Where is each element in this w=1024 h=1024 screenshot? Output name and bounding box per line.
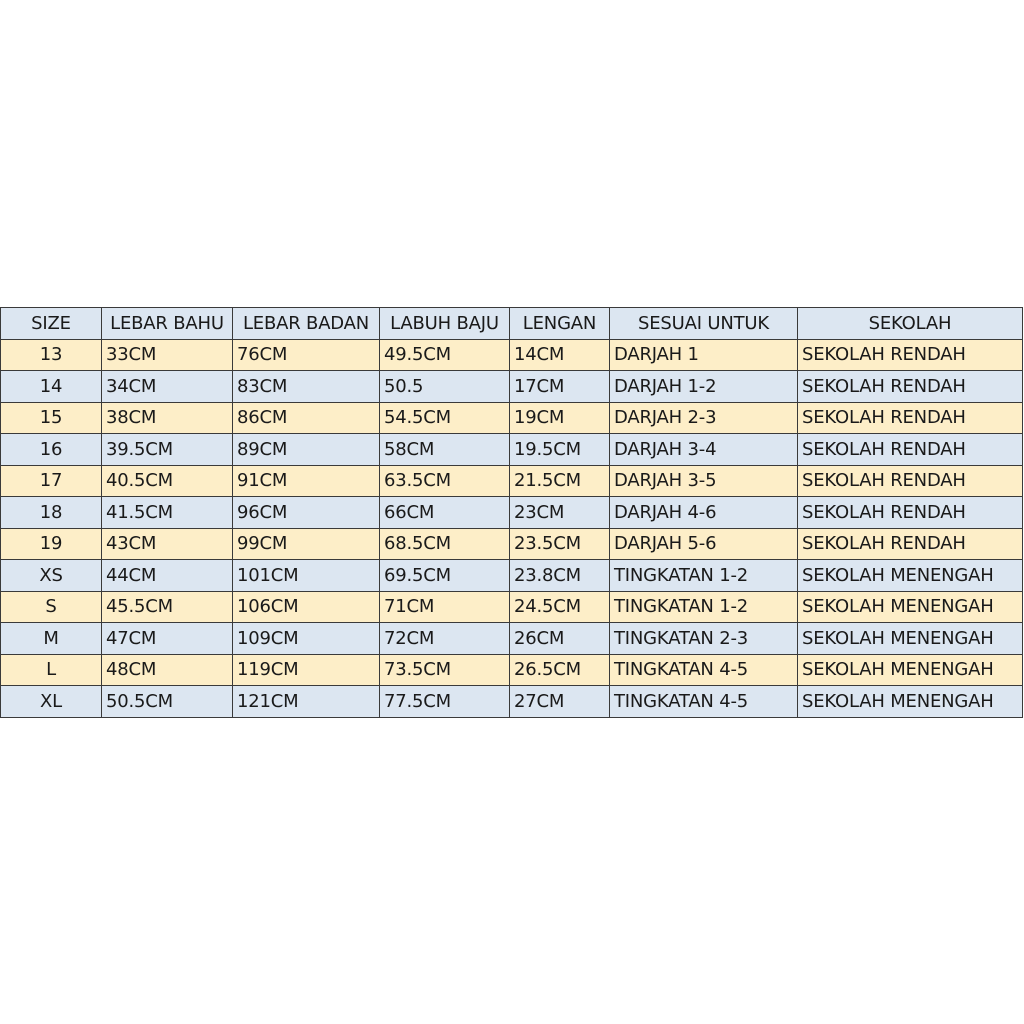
cell-sekolah: SEKOLAH RENDAH	[798, 371, 1023, 403]
cell-lebar-badan: 86CM	[233, 402, 380, 434]
cell-sekolah: SEKOLAH RENDAH	[798, 497, 1023, 529]
cell-size: M	[1, 623, 102, 655]
table-row	[1, 591, 1023, 623]
cell-lengan: 23.8CM	[510, 560, 610, 592]
cell-lebar-badan: 89CM	[233, 434, 380, 466]
cell-size: 18	[1, 497, 102, 529]
cell-sekolah: SEKOLAH MENENGAH	[798, 623, 1023, 655]
cell-sekolah: SEKOLAH RENDAH	[798, 434, 1023, 466]
cell-lebar-bahu: 47CM	[102, 623, 233, 655]
cell-size: XS	[1, 560, 102, 592]
table-row	[1, 686, 1023, 718]
cell-lebar-badan: 83CM	[233, 371, 380, 403]
cell-labuh-baju: 54.5CM	[380, 402, 510, 434]
cell-lebar-bahu: 50.5CM	[102, 686, 233, 718]
cell-labuh-baju: 69.5CM	[380, 560, 510, 592]
cell-sekolah: SEKOLAH RENDAH	[798, 339, 1023, 371]
cell-sekolah: SEKOLAH MENENGAH	[798, 686, 1023, 718]
table-row	[1, 623, 1023, 655]
header-sesuai-untuk: SESUAI UNTUK	[610, 308, 798, 340]
cell-lengan: 26.5CM	[510, 654, 610, 686]
cell-labuh-baju: 73.5CM	[380, 654, 510, 686]
cell-labuh-baju: 71CM	[380, 591, 510, 623]
cell-size: 13	[1, 339, 102, 371]
table-header-row	[1, 308, 1023, 340]
cell-labuh-baju: 58CM	[380, 434, 510, 466]
cell-sesuai-untuk: DARJAH 4-6	[610, 497, 798, 529]
table-row	[1, 339, 1023, 371]
cell-size: 16	[1, 434, 102, 466]
header-size: SIZE	[1, 308, 102, 340]
cell-lebar-badan: 121CM	[233, 686, 380, 718]
cell-labuh-baju: 50.5	[380, 371, 510, 403]
cell-lebar-badan: 101CM	[233, 560, 380, 592]
table-row	[1, 497, 1023, 529]
cell-size: 14	[1, 371, 102, 403]
cell-lengan: 26CM	[510, 623, 610, 655]
cell-lebar-bahu: 39.5CM	[102, 434, 233, 466]
cell-size: S	[1, 591, 102, 623]
table-row	[1, 465, 1023, 497]
header-lengan: LENGAN	[510, 308, 610, 340]
table-row	[1, 402, 1023, 434]
cell-lebar-badan: 106CM	[233, 591, 380, 623]
cell-lebar-bahu: 44CM	[102, 560, 233, 592]
header-lebar-badan: LEBAR BADAN	[233, 308, 380, 340]
cell-lebar-badan: 99CM	[233, 528, 380, 560]
header-sekolah: SEKOLAH	[798, 308, 1023, 340]
header-lebar-bahu: LEBAR BAHU	[102, 308, 233, 340]
cell-lebar-badan: 119CM	[233, 654, 380, 686]
cell-lengan: 23.5CM	[510, 528, 610, 560]
cell-lebar-badan: 109CM	[233, 623, 380, 655]
cell-lebar-bahu: 45.5CM	[102, 591, 233, 623]
cell-lebar-bahu: 40.5CM	[102, 465, 233, 497]
cell-labuh-baju: 49.5CM	[380, 339, 510, 371]
cell-sesuai-untuk: DARJAH 3-5	[610, 465, 798, 497]
cell-sesuai-untuk: DARJAH 1	[610, 339, 798, 371]
cell-labuh-baju: 66CM	[380, 497, 510, 529]
cell-sesuai-untuk: DARJAH 5-6	[610, 528, 798, 560]
cell-sesuai-untuk: DARJAH 3-4	[610, 434, 798, 466]
cell-sekolah: SEKOLAH RENDAH	[798, 528, 1023, 560]
cell-lengan: 17CM	[510, 371, 610, 403]
cell-labuh-baju: 72CM	[380, 623, 510, 655]
table-row	[1, 528, 1023, 560]
cell-lengan: 19.5CM	[510, 434, 610, 466]
cell-lengan: 27CM	[510, 686, 610, 718]
cell-lebar-bahu: 48CM	[102, 654, 233, 686]
cell-sekolah: SEKOLAH MENENGAH	[798, 591, 1023, 623]
cell-lengan: 19CM	[510, 402, 610, 434]
cell-lebar-bahu: 34CM	[102, 371, 233, 403]
cell-sekolah: SEKOLAH MENENGAH	[798, 654, 1023, 686]
cell-size: 19	[1, 528, 102, 560]
cell-lengan: 14CM	[510, 339, 610, 371]
cell-lebar-bahu: 38CM	[102, 402, 233, 434]
cell-sekolah: SEKOLAH RENDAH	[798, 465, 1023, 497]
cell-lengan: 24.5CM	[510, 591, 610, 623]
table-row	[1, 560, 1023, 592]
cell-lebar-bahu: 33CM	[102, 339, 233, 371]
cell-sekolah: SEKOLAH MENENGAH	[798, 560, 1023, 592]
cell-labuh-baju: 63.5CM	[380, 465, 510, 497]
cell-lengan: 21.5CM	[510, 465, 610, 497]
cell-sesuai-untuk: TINGKATAN 2-3	[610, 623, 798, 655]
cell-sesuai-untuk: TINGKATAN 1-2	[610, 591, 798, 623]
cell-lebar-badan: 96CM	[233, 497, 380, 529]
table-row	[1, 371, 1023, 403]
cell-labuh-baju: 77.5CM	[380, 686, 510, 718]
header-labuh-baju: LABUH BAJU	[380, 308, 510, 340]
table-body	[1, 339, 1023, 717]
cell-size: XL	[1, 686, 102, 718]
cell-sekolah: SEKOLAH RENDAH	[798, 402, 1023, 434]
cell-sesuai-untuk: TINGKATAN 4-5	[610, 686, 798, 718]
table-row	[1, 654, 1023, 686]
table-row	[1, 434, 1023, 466]
cell-lebar-badan: 76CM	[233, 339, 380, 371]
cell-sesuai-untuk: TINGKATAN 4-5	[610, 654, 798, 686]
cell-size: 15	[1, 402, 102, 434]
size-chart-table	[0, 307, 1023, 718]
cell-lengan: 23CM	[510, 497, 610, 529]
cell-sesuai-untuk: DARJAH 1-2	[610, 371, 798, 403]
cell-lebar-badan: 91CM	[233, 465, 380, 497]
cell-labuh-baju: 68.5CM	[380, 528, 510, 560]
cell-size: 17	[1, 465, 102, 497]
cell-sesuai-untuk: DARJAH 2-3	[610, 402, 798, 434]
cell-sesuai-untuk: TINGKATAN 1-2	[610, 560, 798, 592]
cell-lebar-bahu: 43CM	[102, 528, 233, 560]
cell-lebar-bahu: 41.5CM	[102, 497, 233, 529]
cell-size: L	[1, 654, 102, 686]
